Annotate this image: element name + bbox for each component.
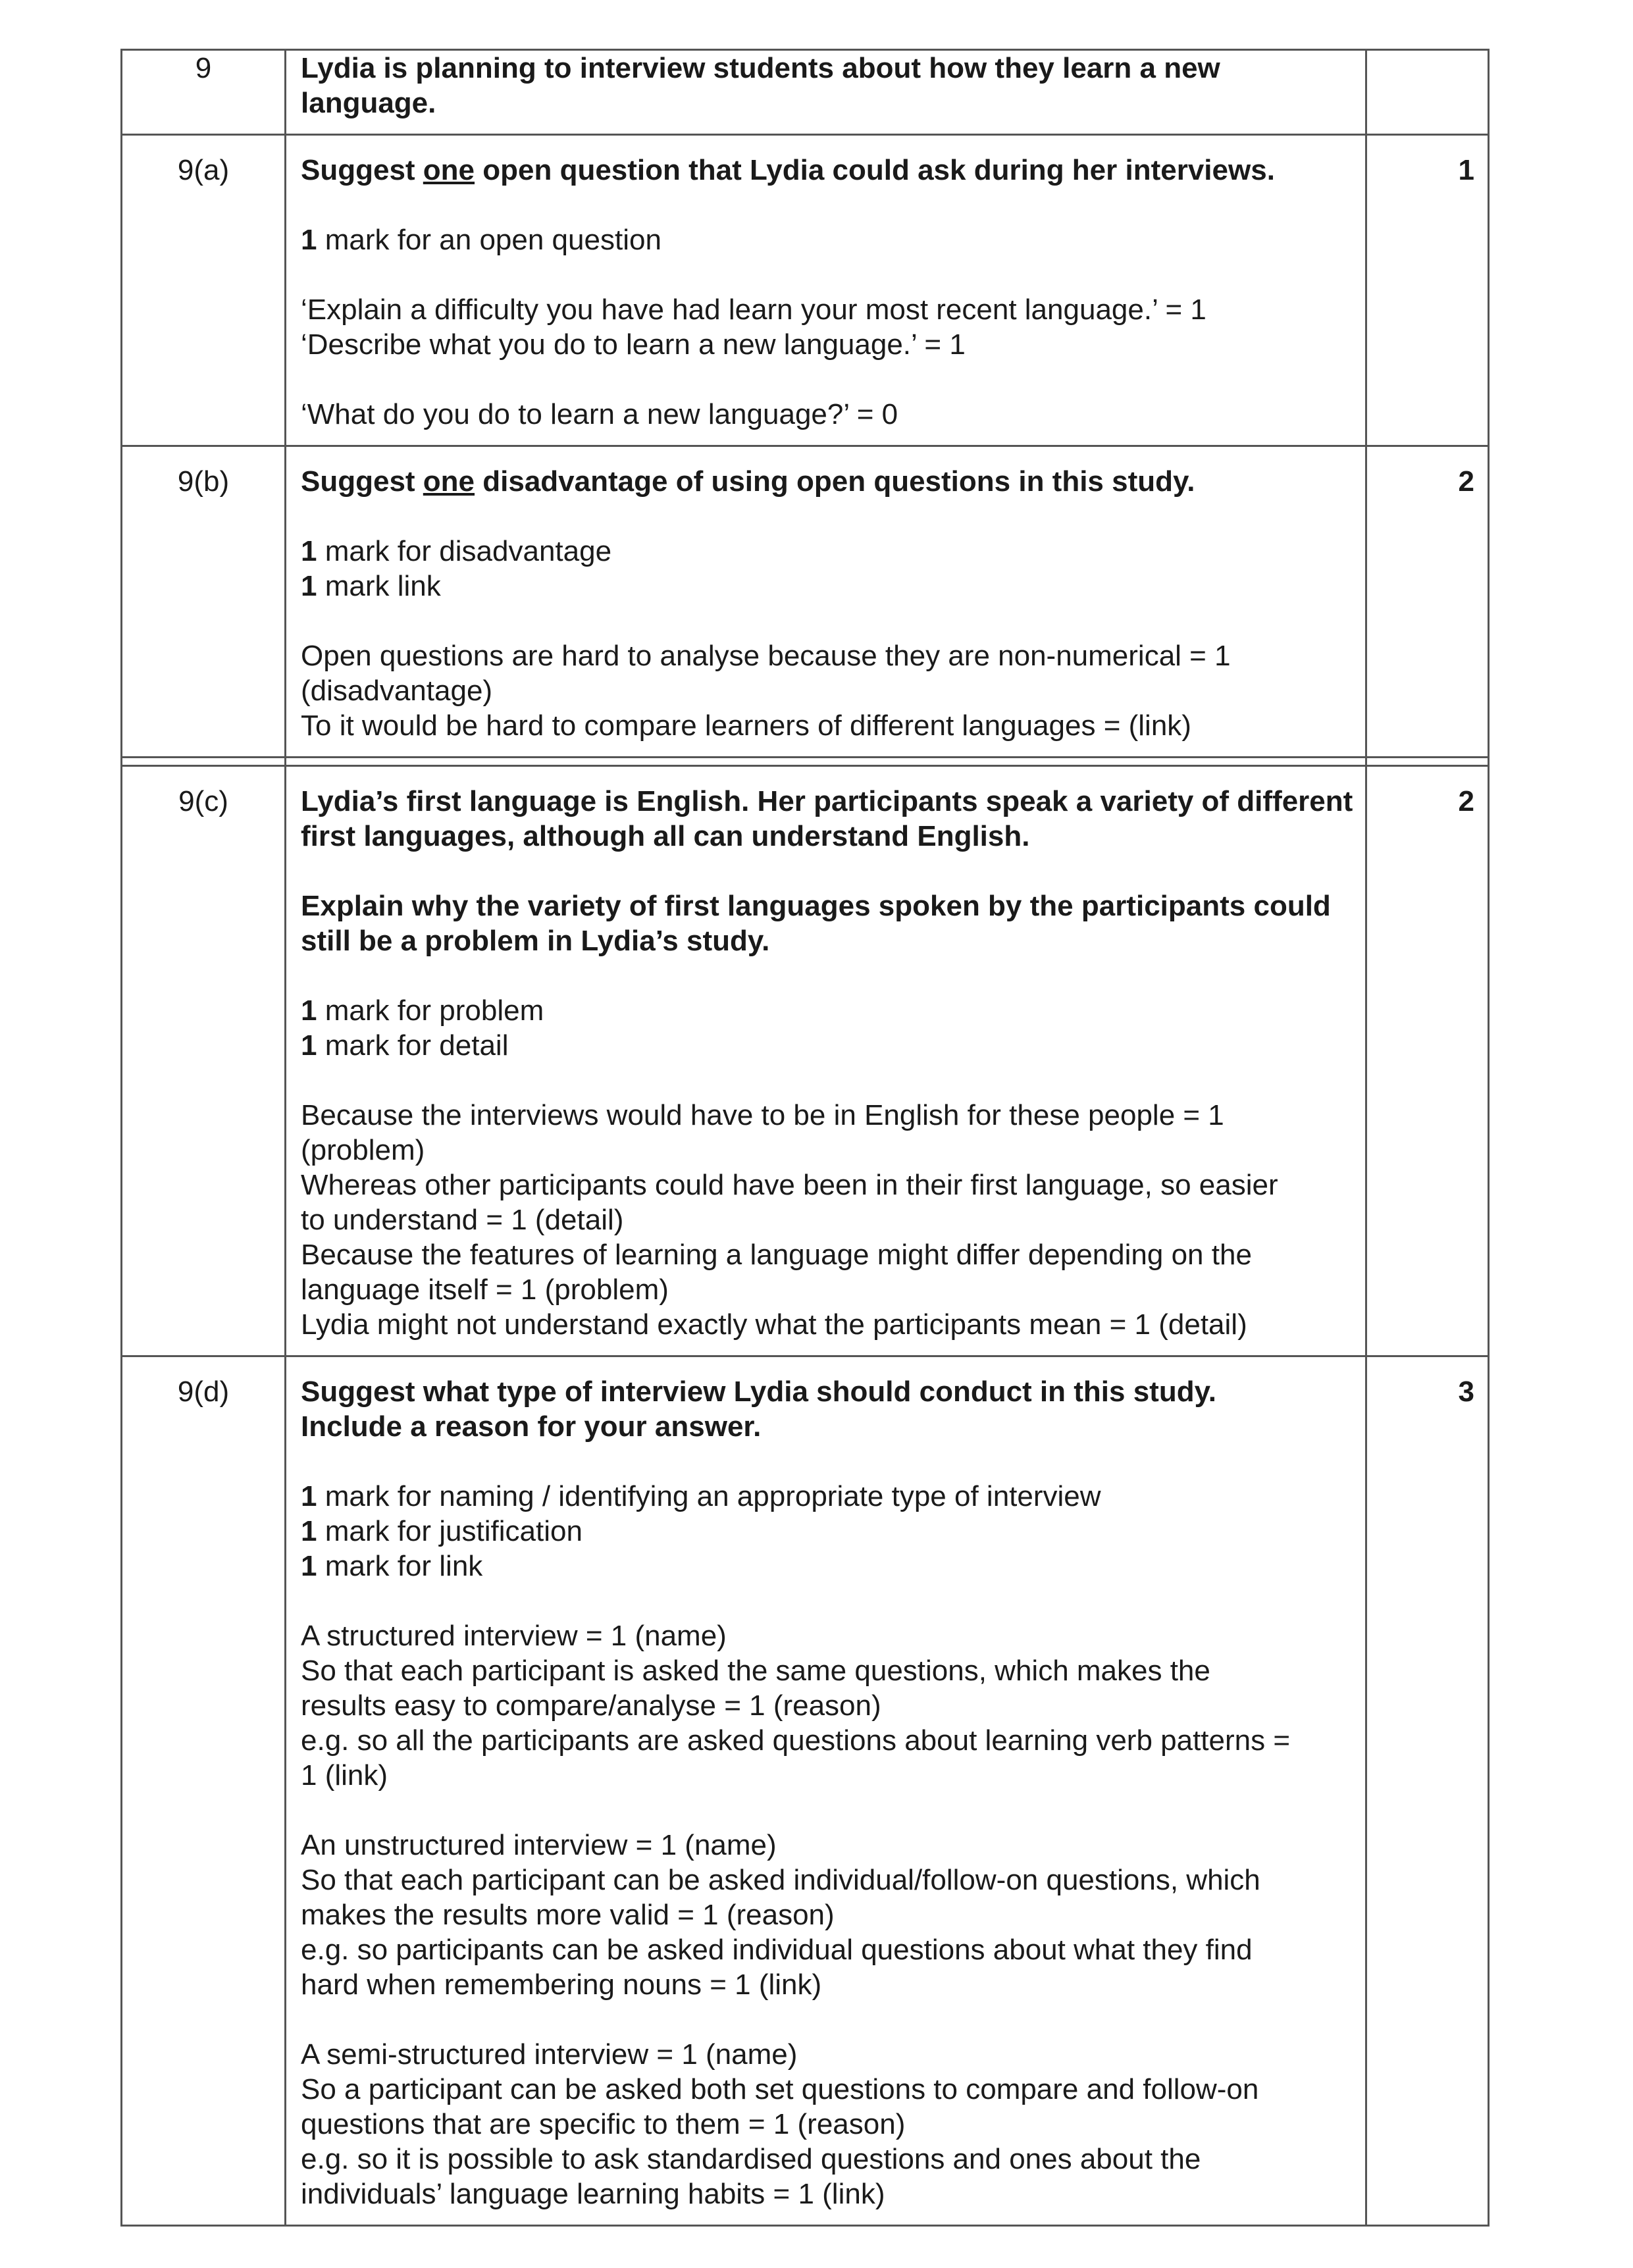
answer-cell bbox=[286, 446, 1366, 758]
marks-cell bbox=[1366, 50, 1489, 135]
question-stem bbox=[286, 50, 1366, 135]
mark-guide: 1 mark for problem 1 mark for detail bbox=[301, 994, 544, 1062]
marks-cell: 3 bbox=[1366, 1356, 1489, 2226]
question-9-row bbox=[122, 50, 1489, 135]
row-separator bbox=[122, 758, 1489, 766]
non-creditworthy-answer: ‘What do you do to learn a new language?’ = 0 bbox=[301, 398, 898, 430]
answer-cell bbox=[286, 1356, 1366, 2226]
mark-guide: 1 mark for naming / identifying an appropriate type of interview 1 mark for justification 1 mark for link bbox=[301, 1480, 1101, 1582]
question-text: Suggest what type of interview Lydia should conduct in this study. bbox=[301, 1376, 1217, 1408]
question-number: 9(c) bbox=[122, 766, 286, 1356]
example-answers: ‘Explain a difficulty you have had learn your most recent language.’ = 1 ‘Describe what you do to learn a new language.’ = 1 bbox=[301, 294, 1206, 361]
question-9b-row bbox=[122, 446, 1489, 758]
question-number: 9 bbox=[122, 50, 286, 135]
stem-text: Lydia is planning to interview students about how they learn a new language. bbox=[301, 52, 1220, 119]
question-number: 9(b) bbox=[122, 446, 286, 758]
question-instruction: Include a reason for your answer. bbox=[301, 1410, 762, 1443]
unstructured-interview-answer: An unstructured interview = 1 (name) So that each participant can be asked individual/follow-on questions, which makes the results more valid = 1 (reason) e.g. so participants can be asked individual questions about what they find hard when remembering nouns = 1 (link) bbox=[301, 1829, 1260, 2001]
semi-structured-interview-answer: A semi-structured interview = 1 (name) So a participant can be asked both set questions to compare and follow-on questions that are specific to them = 1 (reason) e.g. so it is possible to ask standardised questions and ones about the individuals’ language learning habits = 1 (link) bbox=[301, 2038, 1259, 2210]
marks-cell: 2 bbox=[1366, 446, 1489, 758]
answer-cell bbox=[286, 135, 1366, 446]
question-9d-row bbox=[122, 1356, 1489, 2226]
question-9c-row bbox=[122, 766, 1489, 1356]
question-9a-row bbox=[122, 135, 1489, 446]
question-number: 9(d) bbox=[122, 1356, 286, 2226]
question-text: Explain why the variety of first languages spoken by the participants could still be a problem in Lydia’s study. bbox=[301, 890, 1331, 957]
structured-interview-answer: A structured interview = 1 (name) So that each participant is asked the same questions, which makes the results easy to compare/analyse = 1 (reason) e.g. so all the participants are asked questions about learning verb patterns = 1 (link) bbox=[301, 1620, 1291, 1791]
answer-cell bbox=[286, 766, 1366, 1356]
mark-scheme-table bbox=[120, 49, 1490, 2227]
question-context: Lydia’s first language is English. Her participants speak a variety of different first languages, although all can understand English. bbox=[301, 785, 1353, 852]
marks-cell: 1 bbox=[1366, 135, 1489, 446]
example-answers: Because the interviews would have to be in English for these people = 1 (problem) Whereas other participants could have been in their first language, so easier to understand = 1 (detail) Because the features of learning a language might differ depending on the language itself = 1 (problem) Lydia might not understand exactly what the participants mean = 1 (detail) bbox=[301, 1099, 1278, 1341]
example-answers: Open questions are hard to analyse because they are non-numerical = 1 (disadvantage) To it would be hard to compare learners of different languages = (link) bbox=[301, 640, 1231, 742]
mark-guide: 1 mark for an open question bbox=[301, 224, 661, 256]
question-text: Suggest one open question that Lydia could ask during her interviews. bbox=[301, 154, 1275, 186]
mark-guide: 1 mark for disadvantage 1 mark link bbox=[301, 535, 612, 602]
question-number: 9(a) bbox=[122, 135, 286, 446]
question-text: Suggest one disadvantage of using open questions in this study. bbox=[301, 465, 1195, 498]
marks-cell: 2 bbox=[1366, 766, 1489, 1356]
